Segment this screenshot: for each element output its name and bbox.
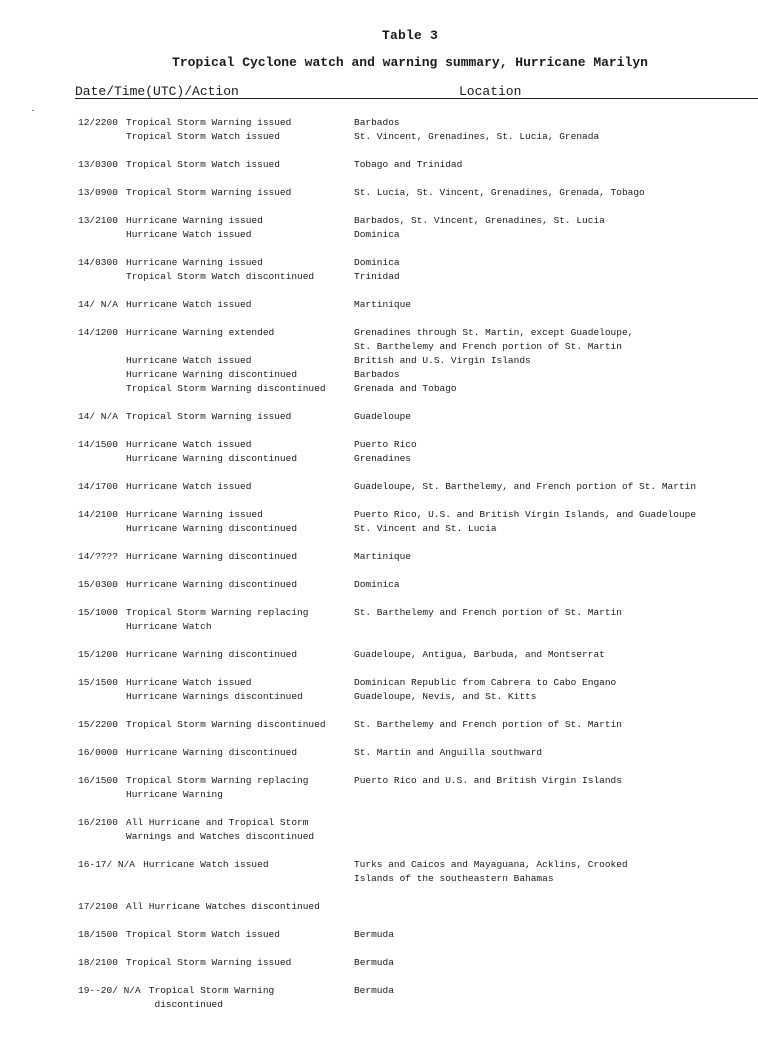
location-cell: Grenada and Tobago: [354, 383, 457, 394]
row-line: [0, 382, 758, 396]
row-line: [0, 998, 758, 1012]
action-cell: Tropical Storm Watch discontinued: [126, 271, 315, 282]
action-cell: Hurricane Watch issued: [126, 439, 252, 450]
table-row: [0, 438, 758, 466]
location-cell: Guadeloupe, Antigua, Barbuda, and Montserrat: [354, 649, 605, 660]
location-cell: [354, 830, 758, 844]
action-cell: Hurricane Watch issued: [126, 299, 252, 310]
row-line: [0, 620, 758, 634]
location-cell: St. Barthelemy and French portion of St. Martin: [354, 719, 622, 730]
datetime-cell: 13/0900: [78, 187, 118, 198]
location-cell: Barbados: [354, 369, 400, 380]
table-row: [0, 480, 758, 494]
datetime-cell: [0, 690, 126, 704]
row-line: [0, 438, 758, 452]
location-cell: [354, 816, 758, 830]
datetime-cell: [0, 228, 126, 242]
datetime-cell: [0, 620, 126, 634]
location-cell: Grenadines: [354, 453, 412, 464]
row-line: [0, 270, 758, 284]
datetime-cell: 18/1500: [78, 929, 118, 940]
action-cell: Hurricane Watch issued: [126, 229, 252, 240]
table-title: Tropical Cyclone watch and warning summary, Hurricane Marilyn: [172, 55, 648, 70]
table-row: [0, 256, 758, 284]
row-line: [0, 774, 758, 788]
datetime-cell: 12/2200: [78, 117, 118, 128]
datetime-cell: 16/2100: [78, 817, 118, 828]
table-row: [0, 298, 758, 312]
row-line: [0, 522, 758, 536]
location-cell: Puerto Rico, U.S. and British Virgin Islands, and Guadeloupe: [354, 509, 697, 520]
action-cell: Tropical Storm Warning replacing: [126, 607, 309, 618]
table-label: Table 3: [381, 28, 438, 43]
location-cell: [354, 788, 758, 802]
datetime-cell: [0, 270, 126, 284]
action-cell: discontinued: [126, 999, 223, 1010]
location-cell: Dominica: [354, 229, 400, 240]
header-location: Location: [459, 84, 522, 99]
location-cell: St. Vincent and St. Lucia: [354, 523, 497, 534]
action-cell: Warnings and Watches discontinued: [126, 831, 315, 842]
action-cell: Tropical Storm Warning: [148, 985, 275, 996]
row-line: [0, 746, 758, 760]
location-cell: St. Vincent, Grenadines, St. Lucia, Grenada: [354, 131, 600, 142]
table-row: [0, 676, 758, 704]
location-cell: Martinique: [354, 551, 412, 562]
row-line: [0, 256, 758, 270]
location-cell: Dominica: [354, 257, 400, 268]
row-line: [0, 480, 758, 494]
row-line: [0, 718, 758, 732]
location-cell: Trinidad: [354, 271, 400, 282]
datetime-cell: 14/1500: [78, 439, 118, 450]
location-cell: Guadeloupe, Nevis, and St. Kitts: [354, 691, 537, 702]
row-line: [0, 158, 758, 172]
table-row: [0, 508, 758, 536]
location-cell: British and U.S. Virgin Islands: [354, 355, 531, 366]
table-row: [0, 928, 758, 942]
datetime-cell: 14/0300: [78, 257, 118, 268]
action-cell: Tropical Storm Watch issued: [126, 929, 280, 940]
datetime-cell: 15/2200: [78, 719, 118, 730]
location-cell: St. Barthelemy and French portion of St. Martin: [354, 341, 622, 352]
action-cell: Hurricane Warnings discontinued: [126, 691, 303, 702]
header-datetime-action: Date/Time(UTC)/Action: [75, 84, 239, 99]
datetime-cell: [0, 368, 126, 382]
action-cell: All Hurricane and Tropical Storm: [126, 817, 309, 828]
row-line: [0, 452, 758, 466]
datetime-cell: [0, 382, 126, 396]
table-header: [75, 84, 758, 99]
datetime-cell: 13/0300: [78, 159, 118, 170]
table-row: [0, 550, 758, 564]
location-cell: Puerto Rico and U.S. and British Virgin Islands: [354, 775, 622, 786]
location-cell: [354, 900, 758, 914]
location-cell: Martinique: [354, 299, 412, 310]
datetime-cell: 13/2100: [78, 215, 118, 226]
datetime-cell: [0, 522, 126, 536]
action-cell: Hurricane Warning discontinued: [126, 551, 298, 562]
row-line: [0, 956, 758, 970]
location-cell: Grenadines through St. Martin, except Guadeloupe,: [354, 327, 634, 338]
action-cell: Tropical Storm Watch issued: [126, 131, 280, 142]
datetime-cell: 16-17/ N/A: [78, 859, 136, 870]
datetime-cell: 18/2100: [78, 957, 118, 968]
action-cell: Hurricane Watch issued: [143, 859, 269, 870]
table-row: [0, 746, 758, 760]
action-cell: Hurricane Warning discontinued: [126, 453, 298, 464]
row-line: [0, 830, 758, 844]
action-cell: Hurricane Warning discontinued: [126, 369, 298, 380]
location-cell: St. Lucia, St. Vincent, Grenadines, Grenada, Tobago: [354, 187, 645, 198]
datetime-cell: [0, 354, 126, 368]
row-line: [0, 354, 758, 368]
table-row: [0, 606, 758, 634]
datetime-cell: [0, 130, 126, 144]
table-row: [0, 858, 758, 886]
row-line: [0, 228, 758, 242]
row-line: [0, 116, 758, 130]
action-cell: Hurricane Warning discontinued: [126, 649, 298, 660]
action-cell: Hurricane Warning discontinued: [126, 747, 298, 758]
location-cell: Tobago and Trinidad: [354, 159, 463, 170]
table-row: [0, 158, 758, 172]
row-line: [0, 858, 758, 872]
entries-list: [0, 116, 758, 1026]
location-cell: Guadeloupe: [354, 411, 412, 422]
location-cell: Bermuda: [353, 985, 394, 996]
row-line: [0, 690, 758, 704]
action-cell: Tropical Storm Warning issued: [126, 187, 292, 198]
table-row: [0, 116, 758, 144]
row-line: [0, 130, 758, 144]
action-cell: Hurricane Watch: [126, 621, 212, 632]
row-line: [0, 872, 758, 886]
datetime-cell: [0, 830, 126, 844]
table-row: [0, 648, 758, 662]
table-row: [0, 900, 758, 914]
datetime-cell: 16/0000: [78, 747, 118, 758]
row-line: [0, 410, 758, 424]
datetime-cell: 14/ N/A: [78, 411, 118, 422]
action-cell: [126, 872, 354, 886]
action-cell: Hurricane Warning issued: [126, 257, 263, 268]
datetime-cell: [0, 998, 126, 1012]
row-line: [0, 900, 758, 914]
location-cell: Bermuda: [354, 957, 394, 968]
location-cell: St. Barthelemy and French portion of St. Martin: [354, 607, 622, 618]
row-line: [0, 186, 758, 200]
location-cell: [354, 620, 758, 634]
datetime-cell: 19--20/ N/A: [78, 985, 141, 996]
location-cell: Dominican Republic from Cabrera to Cabo Engano: [354, 677, 617, 688]
row-line: [0, 214, 758, 228]
action-cell: Hurricane Watch issued: [126, 677, 252, 688]
row-line: [0, 984, 758, 998]
datetime-cell: 15/1200: [78, 649, 118, 660]
table-row: [0, 186, 758, 200]
action-cell: All Hurricane Watches discontinued: [126, 901, 320, 912]
table-row: [0, 410, 758, 424]
location-cell: Guadeloupe, St. Barthelemy, and French portion of St. Martin: [354, 481, 697, 492]
location-cell: Bermuda: [354, 929, 394, 940]
location-cell: Puerto Rico: [354, 439, 417, 450]
row-line: [0, 578, 758, 592]
action-cell: Tropical Storm Warning issued: [126, 117, 292, 128]
datetime-cell: 15/0300: [78, 579, 118, 590]
datetime-cell: 14/2100: [78, 509, 118, 520]
action-cell: Hurricane Warning discontinued: [126, 523, 298, 534]
action-cell: Hurricane Watch issued: [126, 481, 252, 492]
row-line: [0, 326, 758, 340]
location-cell: [354, 998, 758, 1012]
action-cell: Tropical Storm Warning discontinued: [126, 719, 326, 730]
location-cell: Barbados: [354, 117, 400, 128]
action-cell: Hurricane Warning discontinued: [126, 579, 298, 590]
action-cell: [126, 340, 354, 354]
row-line: [0, 676, 758, 690]
datetime-cell: 15/1000: [78, 607, 118, 618]
action-cell: Hurricane Watch issued: [126, 355, 252, 366]
datetime-cell: 15/1500: [78, 677, 118, 688]
action-cell: Tropical Storm Warning replacing: [126, 775, 309, 786]
row-line: [0, 508, 758, 522]
row-line: [0, 368, 758, 382]
row-line: [0, 298, 758, 312]
action-cell: Hurricane Warning extended: [126, 327, 275, 338]
table-row: [0, 984, 758, 1012]
action-cell: Hurricane Warning: [126, 789, 223, 800]
row-line: [0, 928, 758, 942]
action-cell: Hurricane Warning issued: [126, 215, 263, 226]
action-cell: Tropical Storm Warning issued: [126, 957, 292, 968]
location-cell: Dominica: [354, 579, 400, 590]
row-line: [0, 606, 758, 620]
action-cell: Hurricane Warning issued: [126, 509, 263, 520]
location-cell: Turks and Caicos and Mayaguana, Acklins, Crooked: [353, 859, 628, 870]
location-cell: St. Martin and Anguilla southward: [354, 747, 543, 758]
datetime-cell: [0, 872, 126, 886]
table-row: [0, 326, 758, 396]
row-line: [0, 788, 758, 802]
row-line: [0, 648, 758, 662]
location-cell: Barbados, St. Vincent, Grenadines, St. Lucia: [354, 215, 605, 226]
row-line: [0, 550, 758, 564]
table-row: [0, 718, 758, 732]
datetime-cell: [0, 452, 126, 466]
table-row: [0, 816, 758, 844]
table-row: [0, 774, 758, 802]
datetime-cell: 17/2100: [78, 901, 118, 912]
row-line: [0, 816, 758, 830]
datetime-cell: [0, 340, 126, 354]
datetime-cell: 14/1700: [78, 481, 118, 492]
scan-speck: [32, 110, 34, 111]
datetime-cell: 14/ N/A: [78, 299, 118, 310]
table-row: [0, 214, 758, 242]
location-cell: Islands of the southeastern Bahamas: [354, 873, 554, 884]
action-cell: Tropical Storm Warning discontinued: [126, 383, 326, 394]
datetime-cell: [0, 788, 126, 802]
datetime-cell: 14/1200: [78, 327, 118, 338]
table-row: [0, 578, 758, 592]
action-cell: Tropical Storm Warning issued: [126, 411, 292, 422]
action-cell: Tropical Storm Watch issued: [126, 159, 280, 170]
table-row: [0, 956, 758, 970]
row-line: [0, 340, 758, 354]
datetime-cell: 14/????: [78, 551, 118, 562]
datetime-cell: 16/1500: [78, 775, 118, 786]
